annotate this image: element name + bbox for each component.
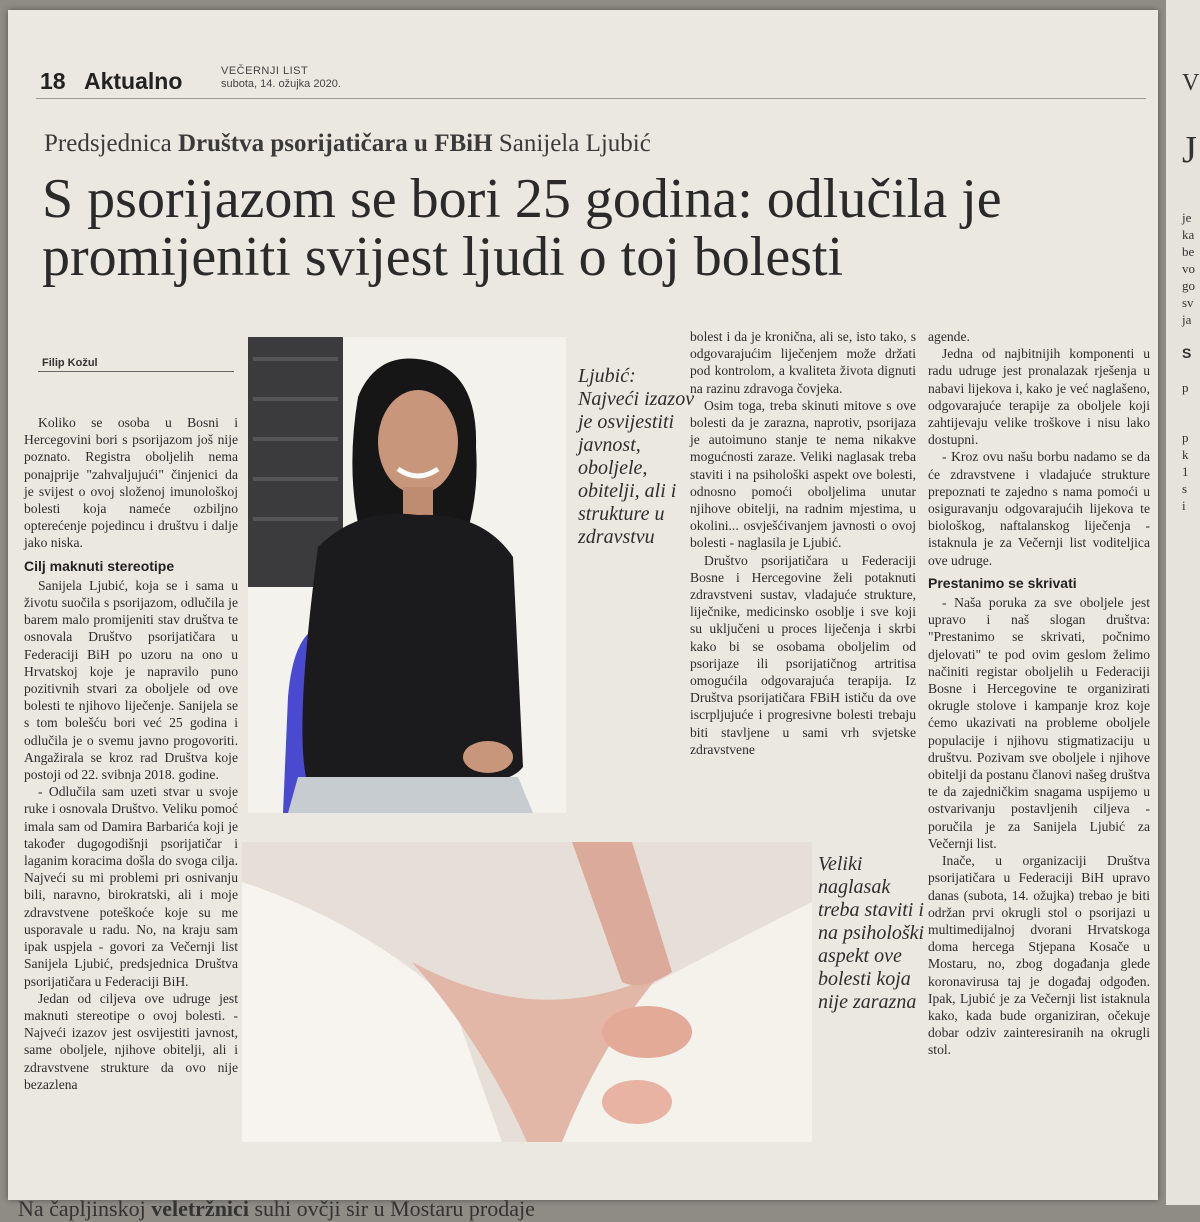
next-page-line: 1 <box>1182 464 1189 479</box>
next-page-line: k <box>1182 447 1189 462</box>
paragraph: Sanijela Ljubić, koja se i sama u životu suočila s psorijazom, odlučila je barem malo promijeniti stav društva te osnovala Društvo psorijatičara u Federaciji BiH po uzoru na ono u Hrvatskoj koje je napravilo puno pozitivnih stvari za oboljele od ove bolesti te njihovo liječenje. Sanijela se s tom bolešću bori već 25 godina i odlučila je o svemu javno progovoriti. Angažirala se kroz rad Društva koje postoji od 22. svibnja 2018. godine. <box>24 577 238 783</box>
paragraph: agende. <box>928 329 970 344</box>
teaser-bold: veletržnici <box>151 1196 249 1221</box>
column-1 <box>24 412 238 1093</box>
newspaper-page <box>8 10 1158 1221</box>
next-page-line: ka <box>1182 227 1195 242</box>
next-page-line: ja <box>1182 312 1192 327</box>
paragraph: Inače, u organizaciji Društva psorijatičara u Federaciji BiH upravo danas (subota, 14. ožujka) trebao je biti održan prvi okrugli stol o psorijazi u multimedijalnoj dvorani Hrvatskoga doma hercega Stjepana Kosače u Mostaru, no, zbog događanja glede koronavirusa taj je događaj odgođen. Ipak, Ljubić je za Večernji list istaknula kako, kada bude organiziran, očekuje dobar odziv zainteresiranih na okrugli stol. <box>928 853 1150 1058</box>
teaser-suffix: suhi ovčji sir u Mostaru prodaje <box>248 1196 535 1221</box>
subheading-prestanimo: Prestanimo se skrivati <box>928 574 1077 591</box>
next-page-line: s <box>1182 481 1188 496</box>
byline: Filip Kožul <box>42 357 98 369</box>
paragraph: Društvo psorijatičara u Federaciji Bosne i Hercegovine želi potaknuti zdravstveni sustav, vladajuće strukture, liječnike, medicinsko osoblje i sve koji su uključeni u proces liječenja i skrbi kako bi se osobama oboljelim od psorijaze ili psorijatičnog artritisa omogućila odgovarajuća terapija. Iz Društva psorijatičara FBiH ističu da ove iscrpljujuće i progresivne bolesti trebaju biti stavljene u sami vrh svjetske zdravstvene <box>690 552 916 757</box>
publication-name: VEČERNJI LIST <box>221 65 309 77</box>
publication-date: subota, 14. ožujka 2020. <box>221 78 341 90</box>
paragraph: Koliko se osoba u Bosni i Hercegovini bori s psorijazom još nije poznato. Registra oboljelih nema ponajprije "zahvaljujući" činjenici da je svijest o ovoj složenoj imunološkoj bolesti koja nameće ozbiljno opterećenje pojedincu i društvu i dalje jako niska. <box>24 415 238 551</box>
next-page-line: vo <box>1182 261 1195 276</box>
next-page-line: i <box>1182 498 1186 513</box>
photo-caption-1: Ljubić: Najveći izazov je osvijestiti javnost, oboljele, obitelji, ali i strukture u zdravstvu <box>578 365 695 548</box>
next-page-line: sv <box>1182 295 1194 310</box>
paragraph: Jedna od najbitnijih komponenti u radu udruge jest pronalazak rješenja u nabavi lijekova i, kako je već naglašeno, odgovarajuće terapije za oboljele koji zahtijevaju velike troškove i nisu lako dostupni. <box>928 346 1150 448</box>
column-4 <box>928 328 1150 1059</box>
byline-rule <box>38 371 234 372</box>
next-page-line: p <box>1182 380 1189 395</box>
next-page-letter: V <box>1182 70 1200 96</box>
kicker-prefix: Predsjednica <box>44 130 178 157</box>
headline: S psorijazom se bori 25 godina: odlučila je promijeniti svijest ljudi o toj bolesti <box>42 168 1002 288</box>
header-rule <box>36 98 1146 99</box>
next-page-line: je <box>1182 210 1192 225</box>
teaser-prefix: Na čapljinskoj <box>18 1196 152 1221</box>
portrait-photo <box>248 337 566 813</box>
kicker-suffix: Sanijela Ljubić <box>492 130 651 157</box>
paragraph: bolest i da je kronična, ali se, isto tako, s odgovarajućim liječenjem može držati pod kontrolom, a kvaliteta života dignuti na razinu zdravoga čovjeka. <box>690 329 916 396</box>
paragraph: - Odlučila sam uzeti stvar u svoje ruke i osnovala Društvo. Veliku pomoć imala sam od Damira Barbarića koji je također dugogodišnji psorijatičar i laganim koracima došla do svoga cilja. Najveći su mi problemi pri osnivanju bili, naravno, birokratski, ali i moje zdravstvene poteškoće koje su me usporavale u radu. No, na kraju sam ipak uspjela - govori za Večernji list Sanijela Ljubić, predsjednica Društva psorijatičara u Federaciji BiH. <box>24 784 238 989</box>
paragraph: - Naša poruka za sve oboljele jest upravo i naš slogan društva: "Prestanimo se skrivati, počnimo djelovati" te pod ovim geslom želimo načiniti registar oboljelih u Federaciji Bosne i Hercegovine te organizirati okrugle stolove i kampanje kroz koje ćemo ukazivati na probleme oboljele populacije i njihovu stigmatizaciju u društvu. Pozivam sve oboljele i njihove obitelji da postanu članovi našeg društva te da zajedničkim snagama uspijemo u ostvarivanju postavljenih ciljeva - poručila je za Sanijela Ljubić za Večernji list. <box>928 595 1150 851</box>
subheading-cilj: Cilj maknuti stereotipe <box>24 557 175 574</box>
skin-photo <box>242 842 812 1142</box>
section-title: Aktualno <box>84 68 183 94</box>
next-page-line: S <box>1182 345 1192 361</box>
page-number: 18 <box>40 68 66 94</box>
skin-illustration <box>242 842 812 1142</box>
next-page-line: be <box>1182 244 1195 259</box>
photo-caption-2: Veliki naglasak treba staviti i na psihološki aspekt ove bolesti koja nije zarazna <box>818 853 925 1013</box>
next-page-line: p <box>1182 430 1189 445</box>
paragraph: Jedan od ciljeva ove udruge jest maknuti stereotipe o ovoj bolesti. - Najveći izazov jest osvijestiti javnost, same oboljele, njihove obitelji, ali i zdravstvene strukture da ovo nije bezazlena <box>24 990 238 1092</box>
kicker-bold: Društva psorijatičara u FBiH <box>177 130 493 157</box>
next-page-line: go <box>1182 278 1195 293</box>
column-3 <box>690 328 916 758</box>
paragraph: Osim toga, treba skinuti mitove s ove bolesti da je zarazna, naprotiv, psorijaza je autoimuno stanje te nema nikakve mogućnosti zaraze. Veliki naglasak treba staviti i na psihološki aspekt ove bolesti, odnosno pomoći oboljelima unutar njihove obitelji, na radnim mjestima, u okolini... osvješćivanjem javnosti o ovoj bolesti - naglasila je Ljubić. <box>690 397 916 551</box>
portrait-illustration <box>248 337 566 813</box>
next-page-fragment <box>1166 0 1200 1205</box>
kicker <box>44 130 651 158</box>
next-page-letter: J <box>1182 129 1197 171</box>
bottom-teaser <box>18 1196 535 1222</box>
paragraph: - Kroz ovu našu borbu nadamo se da će zdravstvene i vladajuće strukture prepoznati te zajedno s nama pomoći u osiguravanju odgovarajućih lijekova te biološkog, naftalanskog liječenja - istaknula je za Večernji list voditeljica ove udruge. <box>928 449 1150 568</box>
